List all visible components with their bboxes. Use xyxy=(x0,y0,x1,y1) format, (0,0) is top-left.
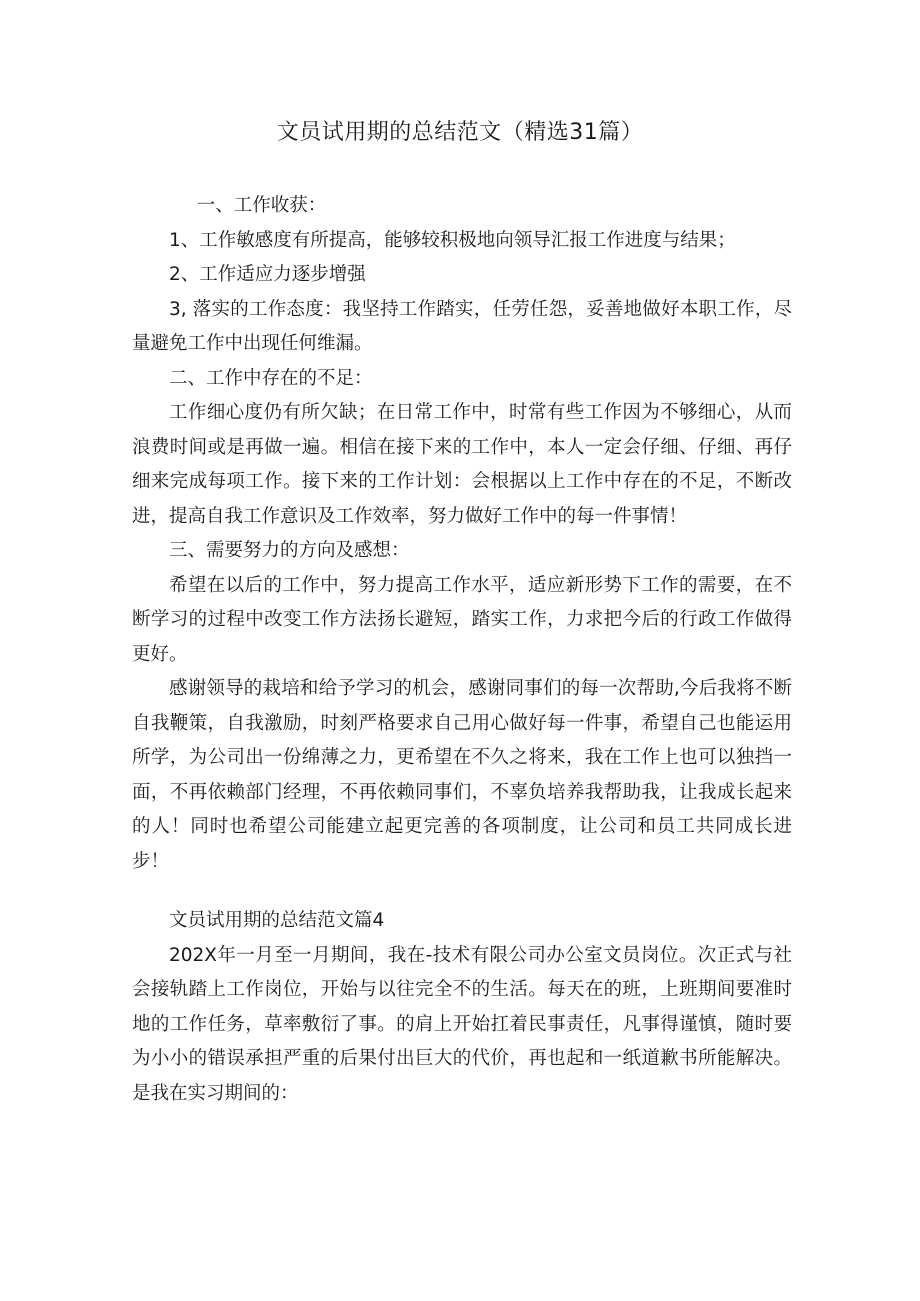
document-title: 文员试用期的总结范文（精选31篇） xyxy=(276,120,644,145)
list-item: 2、工作适应力逐步增强 xyxy=(169,264,366,285)
body-paragraph: 感谢领导的栽培和给予学习的机会，感谢同事们的每一次帮助,今后我将不断自我鞭策，自我激励，时刻严格要求自己用心做好每一件事，希望自己也能运用所学，为公司出一份绵薄之力，更希望在不久之将来，我在工作上也可以独挡一面，不再依赖部门经理，不再依赖同事们，不辜负培养我帮助我，让我成长起来的人！同时也希望公司能建立起更完善的各项制度，让公司和员工共同成长进步！ xyxy=(132,678,792,872)
section-heading: 二、工作中存在的不足： xyxy=(169,367,373,389)
body-paragraph: 工作细心度仍有所欠缺；在日常工作中，时常有些工作因为不够细心，从而浪费时间或是再做一遍。相信在接下来的工作中，本人一定会仔细、仔细、再仔细来完成每项工作。接下来的工作计划：会根据以上工作中存在的不足，不断改进，提高自我工作意识及工作效率，努力做好工作中的每一件事情！ xyxy=(132,402,792,527)
document-body xyxy=(132,189,792,1111)
list-item: 3, 落实的工作态度：我坚持工作踏实，任劳任怨，妥善地做好本职工作，尽量避免工作中出现任何维漏。 xyxy=(132,298,792,354)
article-subtitle: 文员试用期的总结范文篇4 xyxy=(169,910,385,931)
list-item: 1、工作敏感度有所提高，能够较积极地向领导汇报工作进度与结果； xyxy=(169,229,736,251)
body-paragraph: 202X年一月至一月期间，我在-技术有限公司办公室文员岗位。次正式与社会接轨踏上工作岗位，开始与以往完全不的生活。每天在的班，上班期间要准时地的工作任务，草率敷衍了事。的肩上开始扛着民事责任，凡事得谨慎，随时要为小小的错误承担严重的后果付出巨大的代价，再也起和一纸道歉书所能解决。是我在实习期间的： xyxy=(132,944,792,1104)
body-paragraph: 希望在以后的工作中，努力提高工作水平，适应新形势下工作的需要，在不断学习的过程中改变工作方法扬长避短，踏实工作，力求把今后的行政工作做得更好。 xyxy=(132,574,792,665)
section-heading: 一、工作收获： xyxy=(196,195,327,216)
section-heading: 三、需要努力的方向及感想： xyxy=(169,540,410,561)
